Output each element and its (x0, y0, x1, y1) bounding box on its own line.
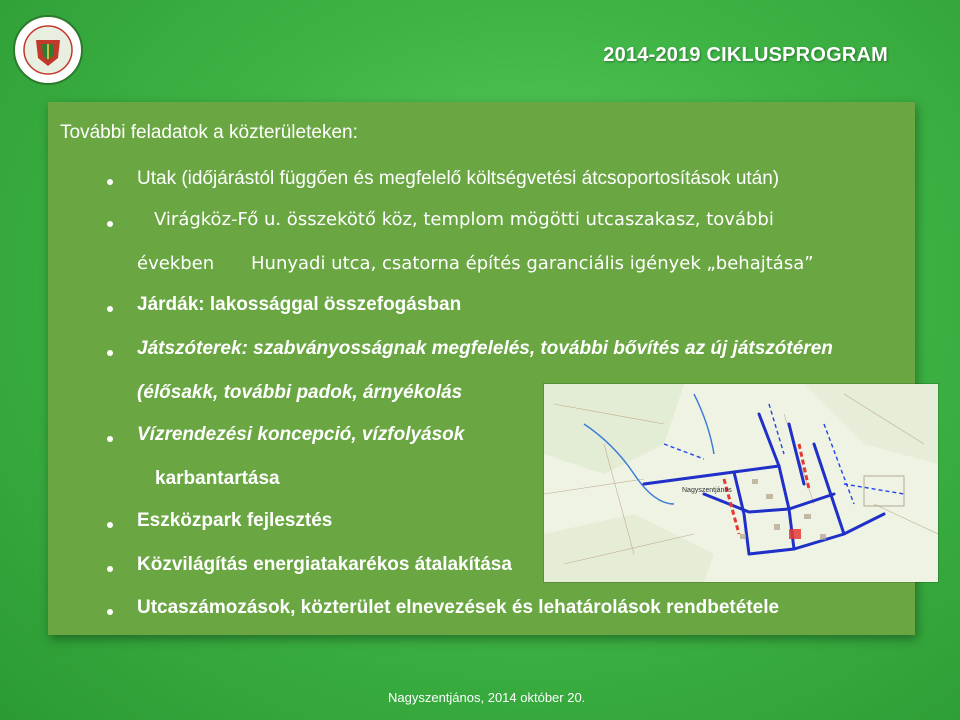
list-item: Járdák: lakossággal összefogásban (137, 294, 462, 315)
village-water-network-map (544, 384, 938, 582)
municipality-logo (12, 14, 84, 86)
list-item: Játszóterek: szabványosságnak megfelelés, további bővítés az új játszótéren (137, 338, 833, 359)
list-item: Eszközpark fejlesztés (137, 510, 333, 531)
bullet (107, 350, 113, 356)
bullet (107, 306, 113, 312)
program-title: 2014-2019 CIKLUSPROGRAM (603, 44, 888, 66)
bullet (107, 609, 113, 615)
list-item: Közvilágítás energiatakarékos átalakítása (137, 554, 512, 575)
bullet (107, 436, 113, 442)
panel-heading: További feladatok a közterületeken: (60, 122, 358, 143)
list-item: Virágköz-Fő u. összekötő köz, templom mögötti utcaszakasz, további (154, 209, 774, 230)
list-item-continuation: Hunyadi utca, csatorna építés garanciális igények „behajtása” (251, 253, 814, 274)
bullet (107, 566, 113, 572)
list-item: Vízrendezési koncepció, vízfolyások (137, 424, 465, 445)
bullet (107, 179, 113, 185)
list-item-continuation: karbantartása (155, 468, 280, 489)
list-item-continuation: években (137, 253, 215, 274)
list-item-continuation: (élősakk, további padok, árnyékolás (137, 382, 463, 403)
list-item: Utak (időjárástól függően és megfelelő költségvetési átcsoportosítások után) (137, 168, 780, 189)
list-item: Utcaszámozások, közterület elnevezések és lehatárolások rendbetétele (137, 597, 780, 618)
bullet (107, 221, 113, 227)
footer-date: Nagyszentjános, 2014 október 20. (388, 690, 586, 705)
bullet (107, 522, 113, 528)
map-label: Nagyszentjános (682, 487, 732, 494)
